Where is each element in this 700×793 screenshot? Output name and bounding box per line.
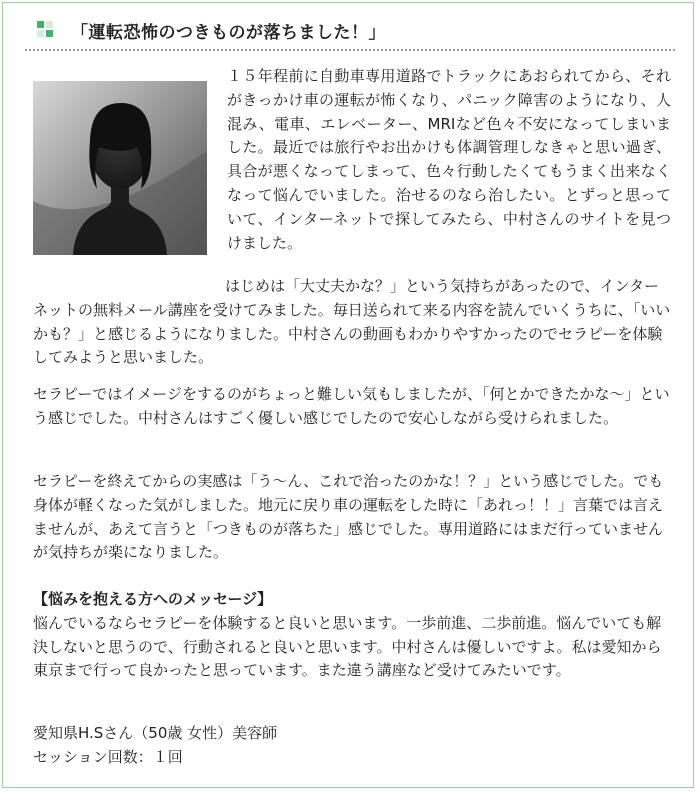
- testimonial-paragraph-3: セラピーではイメージをするのがちょっと難しい気もしましたが、「何とかできたかな〜」という感じでした。中村さんはすごく優しい感じでしたので安心しながら受けられました。: [33, 385, 670, 427]
- testimonial-paragraph-4: セラピーを終えてからの実感は「う〜ん、これで治ったのかな！？」という感じでした。でも身体が軽くなった気がしました。地元に戻り車の運転をした時に「あれっ！！」言葉では言えませんが、あえて言うと「つきものが落ちた」感じでした。専用道路にはまだ行っていませんが気持ちが楽になりました。: [33, 472, 664, 562]
- testimonial-header: [25, 17, 675, 51]
- message-heading: 【悩みを抱える方へのメッセージ】: [33, 590, 273, 608]
- testimonial-title: 「運転恐怖のつきものが落ちました！」: [71, 23, 386, 43]
- testimonial-paragraph-2: [33, 275, 671, 370]
- person-silhouette-icon: [33, 81, 207, 255]
- author-profile: 愛知県H.Sさん（50歳 女性）美容師: [33, 724, 278, 742]
- author-info: [33, 722, 671, 770]
- message-section: [33, 588, 671, 683]
- testimonial-card: [2, 2, 694, 788]
- session-count: セッション回数：１回: [33, 747, 183, 766]
- paragraph-2-text: はじめは「大丈夫かな？」という気持ちがあったので、インターネットの無料メール講座を受けてみました。毎日送られて来る内容を読んでいくうちに、「いいかも？」と感じるようになりました。中村さんの動画もわかりやすかったのでセラピーを体験してみようと思いました。: [33, 277, 671, 367]
- message-body: 悩んでいるならセラピーを体験すると良いと思います。一歩前進、二歩前進。悩んでいても解決しないと思うので、行動されると良いと思います。中村さんは優しいですよ。私は愛知から東京まで行って良かったと思っています。また違う講座など受けてみたいです。: [33, 613, 662, 680]
- grid-bullet-icon: [37, 21, 53, 37]
- testimonial-intro-paragraph: １５年程前に自動車専用道路でトラックにあおられてから、それがきっかけ車の運転が怖くなり、パニック障害のようになり、人混み、電車、エレベーター、MRIなど色々不安になってしまいました。最近では旅行やお出かけも体調管理しなきゃと思い過ぎ、具合が悪くなってしまって、色々行動したくてもうまく出来なくなって悩んでいました。治せるのなら治したい。とずっと思っていて、インターネットで探してみたら、中村さんのサイトを見つけました。: [227, 67, 671, 252]
